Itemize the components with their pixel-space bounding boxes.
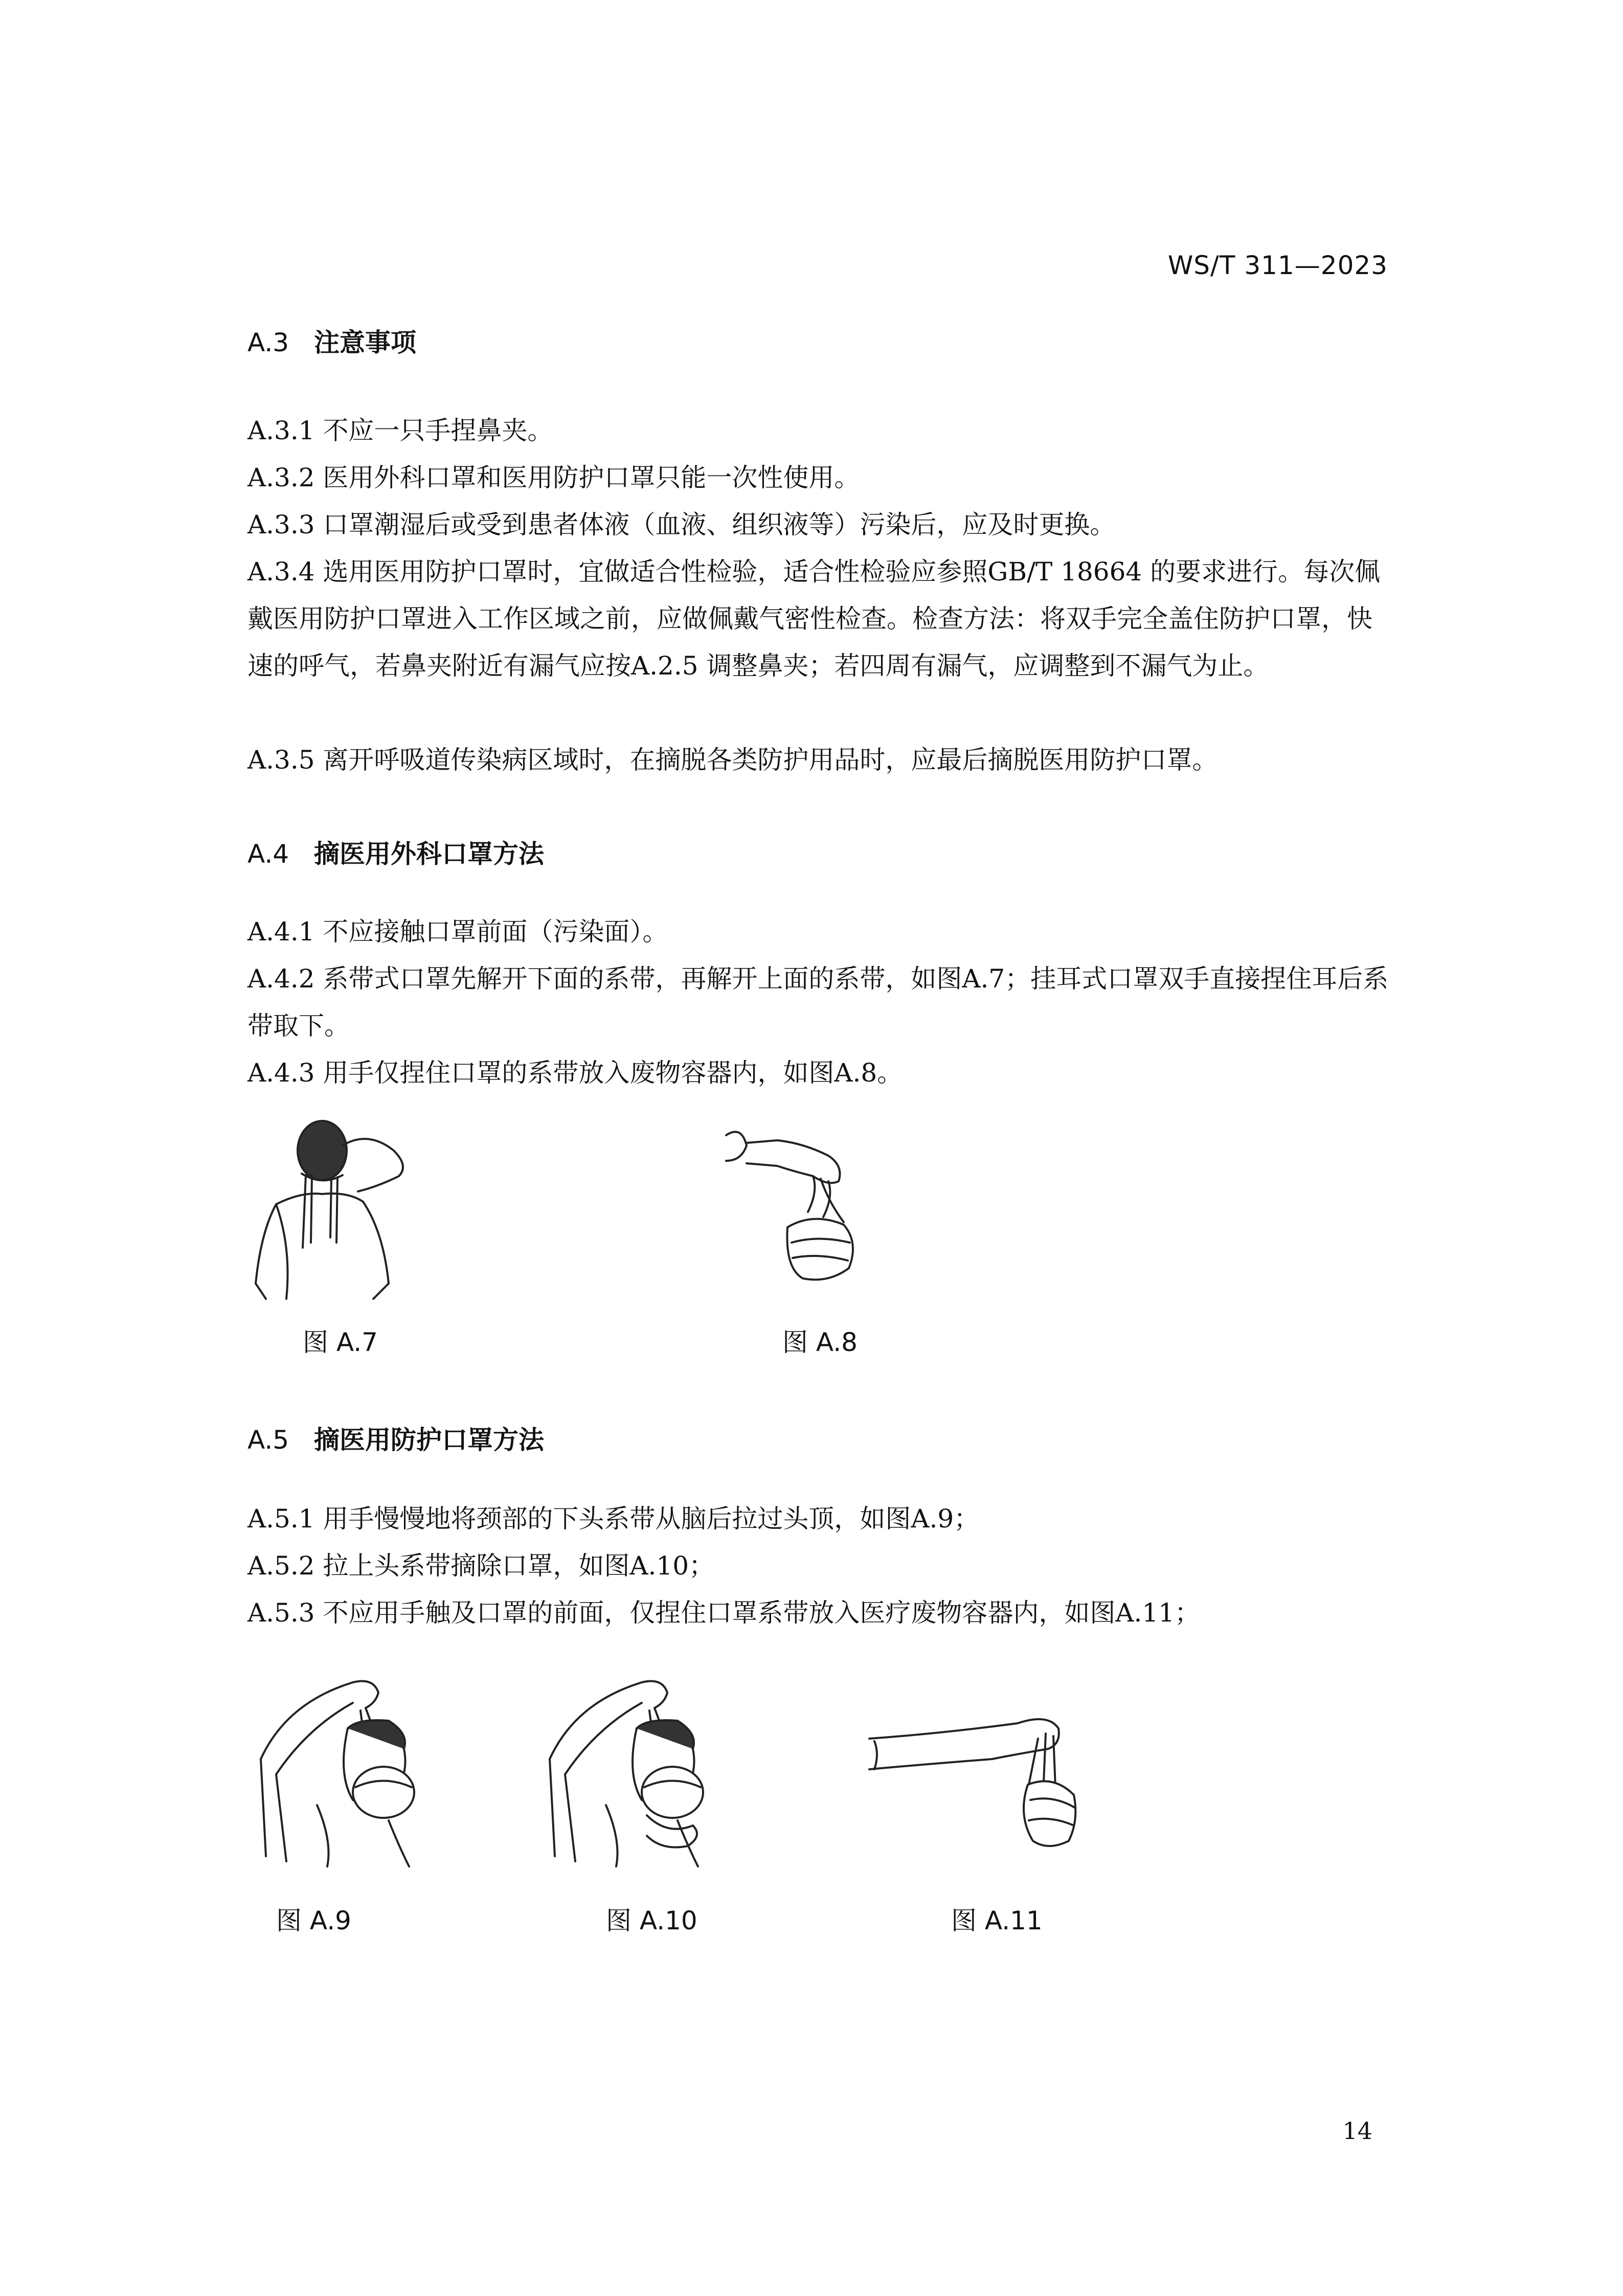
document-id: WS/T 311—2023 (1167, 251, 1388, 280)
section-title: 摘医用防护口罩方法 (314, 1425, 544, 1455)
figure-a7-illustration (245, 1115, 460, 1309)
figure-a8-caption: 图 A.8 (782, 1327, 858, 1357)
section-heading-a3 (247, 322, 416, 359)
paragraph-a4-3: A.4.3 用手仅捏住口罩的系带放入废物容器内，如图A.8。 (247, 1058, 903, 1088)
section-heading-a5 (247, 1420, 544, 1456)
figure-a11-caption: 图 A.11 (951, 1906, 1043, 1935)
section-heading-a4 (247, 834, 544, 870)
section-number: A.5 (247, 1425, 289, 1455)
figure-a9-caption: 图 A.9 (276, 1906, 351, 1935)
figure-a11-illustration (864, 1703, 1120, 1872)
figure-a9-illustration (256, 1672, 450, 1877)
paragraph-a4-1: A.4.1 不应接触口罩前面（污染面）。 (247, 917, 668, 947)
figure-a8-illustration (711, 1115, 905, 1309)
figure-a7-caption: 图 A.7 (303, 1327, 378, 1357)
paragraph-a3-3: A.3.3 口罩潮湿后或受到患者体液（血液、组织液等）污染后，应及时更换。 (247, 510, 1116, 539)
page-number: 14 (1342, 2117, 1372, 2145)
section-number: A.4 (247, 839, 289, 869)
figure-a10-caption: 图 A.10 (606, 1906, 697, 1935)
paragraph-a3-2: A.3.2 医用外科口罩和医用防护口罩只能一次性使用。 (247, 463, 860, 492)
section-title: 注意事项 (314, 328, 416, 357)
paragraph-a3-1: A.3.1 不应一只手捏鼻夹。 (247, 416, 553, 445)
section-number: A.3 (247, 328, 289, 357)
paragraph-a3-5: A.3.5 离开呼吸道传染病区域时，在摘脱各类防护用品时，应最后摘脱医用防护口罩。 (247, 745, 1218, 775)
paragraph-a5-1: A.5.1 用手慢慢地将颈部的下头系带从脑后拉过头顶，如图A.9； (247, 1504, 980, 1534)
figure-a10-illustration (545, 1672, 739, 1877)
section-title: 摘医用外科口罩方法 (314, 839, 544, 869)
paragraph-a5-3: A.5.3 不应用手触及口罩的前面，仅捏住口罩系带放入医疗废物容器内，如图A.11； (247, 1598, 1201, 1628)
paragraph-a4-2: A.4.2 系带式口罩先解开下面的系带，再解开上面的系带，如图A.7；挂耳式口罩双手直接捏住耳后系带取下。 (247, 964, 1389, 1041)
paragraph-a5-2: A.5.2 拉上头系带摘除口罩，如图A.10； (247, 1551, 715, 1581)
paragraph-a3-4: A.3.4 选用医用防护口罩时，宜做适合性检验，适合性检验应参照GB/T 18664 的要求进行。每次佩戴医用防护口罩进入工作区域之前，应做佩戴气密性检查。检查方法：将双手完全盖住防护口罩，快速的呼气，若鼻夹附近有漏气应按A.2.5 调整鼻夹；若四周有漏气，应调整到不漏气为止。 (247, 557, 1381, 681)
